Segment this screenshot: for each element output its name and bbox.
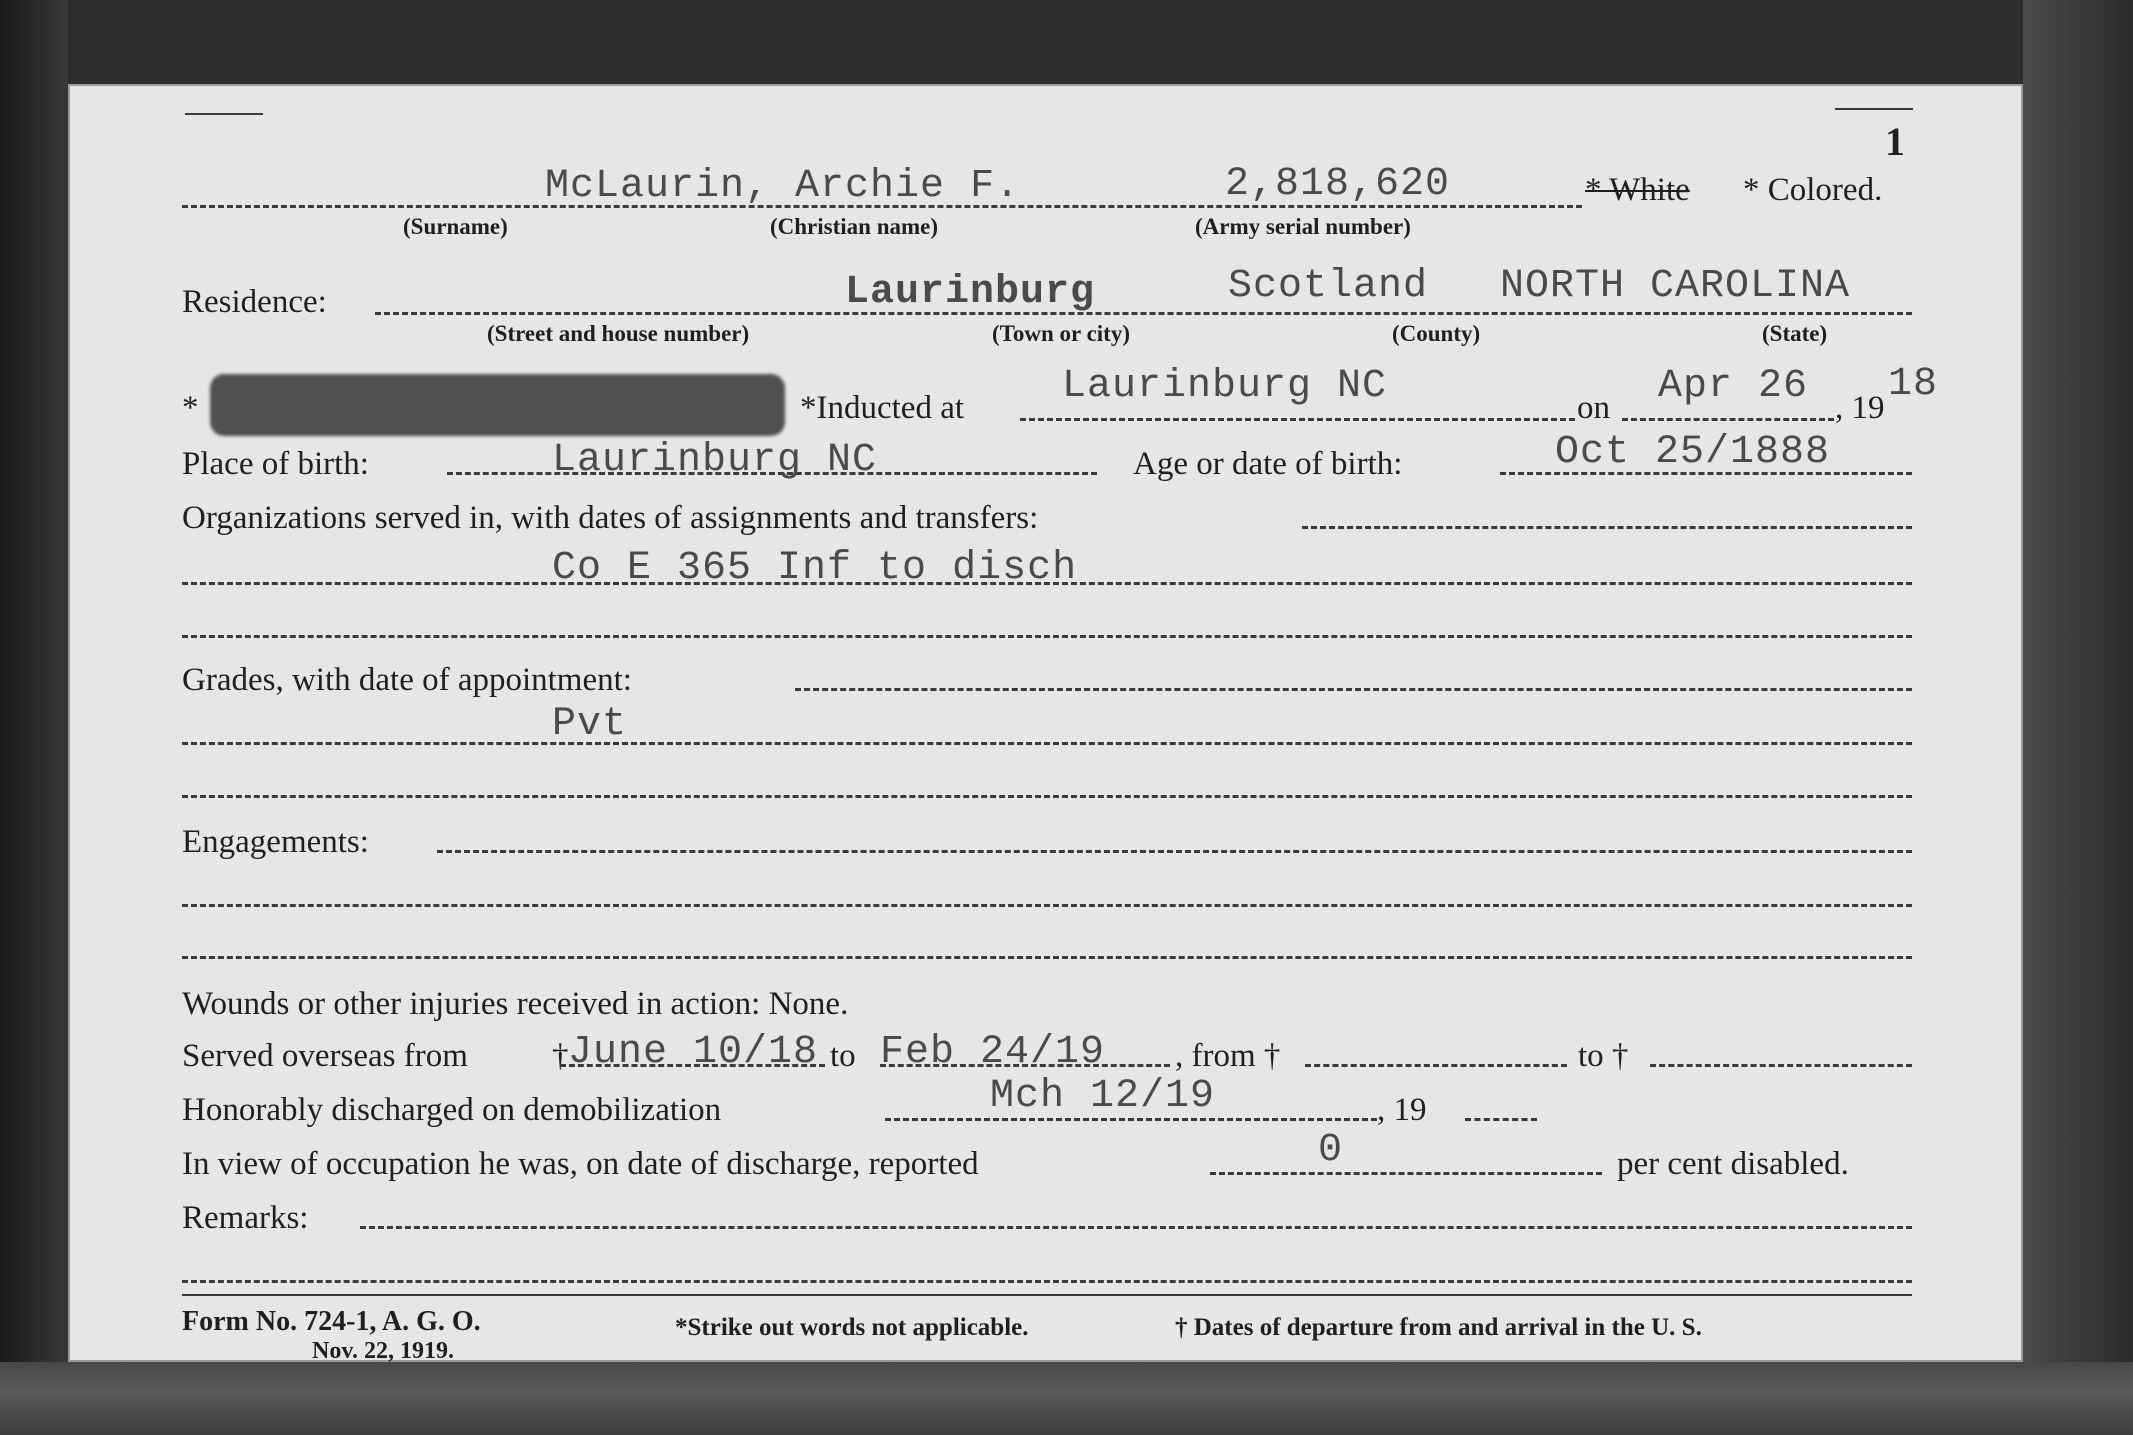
- induction-year: 18: [1888, 362, 1939, 407]
- name-value: McLaurin, Archie F.: [545, 164, 1021, 209]
- residence-label: Residence:: [182, 284, 327, 320]
- overseas-dagger: †: [552, 1038, 569, 1074]
- grades-label: Grades, with date of appointment:: [182, 662, 632, 698]
- residence-state: NORTH CAROLINA: [1500, 264, 1851, 309]
- overseas-to2-label: to †: [1578, 1038, 1629, 1074]
- discharge-label: Honorably discharged on demobilization: [182, 1092, 722, 1128]
- residence-county: Scotland: [1228, 264, 1429, 309]
- organizations-line-3: [182, 635, 1912, 638]
- race-colored: * Colored.: [1743, 172, 1883, 208]
- race-white: * White: [1585, 172, 1690, 208]
- footer-rule: [182, 1294, 1912, 1296]
- disability-label: In view of occupation he was, on date of discharge, reported: [182, 1146, 979, 1182]
- engagements-line-2: [182, 904, 1912, 907]
- scan-border-bottom: [0, 1362, 2133, 1435]
- remarks-line-2: [182, 1280, 1912, 1283]
- discharge-year-line: [1465, 1118, 1537, 1121]
- birth-date-label: Age or date of birth:: [1133, 446, 1403, 482]
- wounds-label: Wounds or other injuries received in action: None.: [182, 986, 849, 1022]
- serial-value: 2,818,620: [1225, 162, 1451, 207]
- redaction-mark: [210, 374, 785, 436]
- overseas-to-label: to: [830, 1038, 856, 1074]
- grades-line-2: [182, 742, 1912, 745]
- card-number: 1: [1885, 119, 1905, 164]
- organizations-value: Co E 365 Inf to disch: [552, 546, 1078, 591]
- serial-caption: (Army serial number): [1195, 214, 1411, 239]
- birth-place-label: Place of birth:: [182, 446, 369, 482]
- disability-line: [1210, 1172, 1602, 1175]
- strike-note: *Strike out words not applicable.: [675, 1314, 1029, 1341]
- engagements-line-1: [437, 850, 1912, 853]
- name-line: [182, 205, 1582, 208]
- organizations-line-1: [1302, 526, 1912, 529]
- inducted-label: *Inducted at: [800, 390, 965, 426]
- induction-date: Apr 26: [1658, 364, 1809, 409]
- remarks-line-1: [360, 1226, 1912, 1229]
- scan-border-top: [0, 0, 2133, 84]
- top-right-rule: [1835, 108, 1913, 110]
- overseas-from-date: June 10/18: [568, 1030, 819, 1075]
- scan-border-right: [2023, 0, 2133, 1435]
- overseas-to2-line: [1650, 1064, 1912, 1067]
- remarks-label: Remarks:: [182, 1200, 309, 1236]
- residence-town: Laurinburg: [845, 270, 1096, 315]
- induction-year-prefix: , 19: [1835, 390, 1885, 426]
- top-left-rule: [185, 113, 263, 115]
- town-caption: (Town or city): [992, 321, 1130, 346]
- street-caption: (Street and house number): [487, 321, 750, 346]
- grades-line-1: [795, 688, 1912, 691]
- disability-suffix: per cent disabled.: [1617, 1146, 1849, 1182]
- overseas-from2-label: , from †: [1175, 1038, 1281, 1074]
- engagements-label: Engagements:: [182, 824, 369, 860]
- inducted-line: [1020, 418, 1575, 421]
- dagger-note: † Dates of departure from and arrival in the U. S.: [1175, 1314, 1702, 1341]
- surname-caption: (Surname): [403, 214, 508, 239]
- overseas-to-date: Feb 24/19: [880, 1030, 1106, 1075]
- overseas-label: Served overseas from: [182, 1038, 468, 1074]
- birth-place-value: Laurinburg NC: [552, 438, 878, 483]
- overseas-from2-line: [1305, 1064, 1567, 1067]
- discharge-date: Mch 12/19: [990, 1074, 1216, 1119]
- christian-caption: (Christian name): [770, 214, 939, 239]
- engagements-line-3: [182, 956, 1912, 959]
- state-caption: (State): [1762, 321, 1828, 346]
- form-date: Nov. 22, 1919.: [312, 1338, 455, 1364]
- inducted-place: Laurinburg NC: [1062, 364, 1388, 409]
- birth-date-value: Oct 25/1888: [1555, 430, 1831, 475]
- form-number: Form No. 724-1, A. G. O.: [182, 1306, 481, 1337]
- disability-value: 0: [1318, 1128, 1344, 1173]
- on-label: on: [1577, 390, 1610, 426]
- organizations-label: Organizations served in, with dates of assignments and transfers:: [182, 500, 1039, 536]
- county-caption: (County): [1392, 321, 1481, 346]
- induction-date-line: [1622, 418, 1834, 421]
- enlisted-star: *: [182, 390, 199, 426]
- grades-value: Pvt: [552, 702, 628, 747]
- scan-border-left: [0, 0, 68, 1435]
- organizations-line-2: [182, 582, 1912, 585]
- grades-line-3: [182, 795, 1912, 798]
- residence-line: [375, 312, 1912, 315]
- discharge-year-label: , 19: [1377, 1092, 1427, 1128]
